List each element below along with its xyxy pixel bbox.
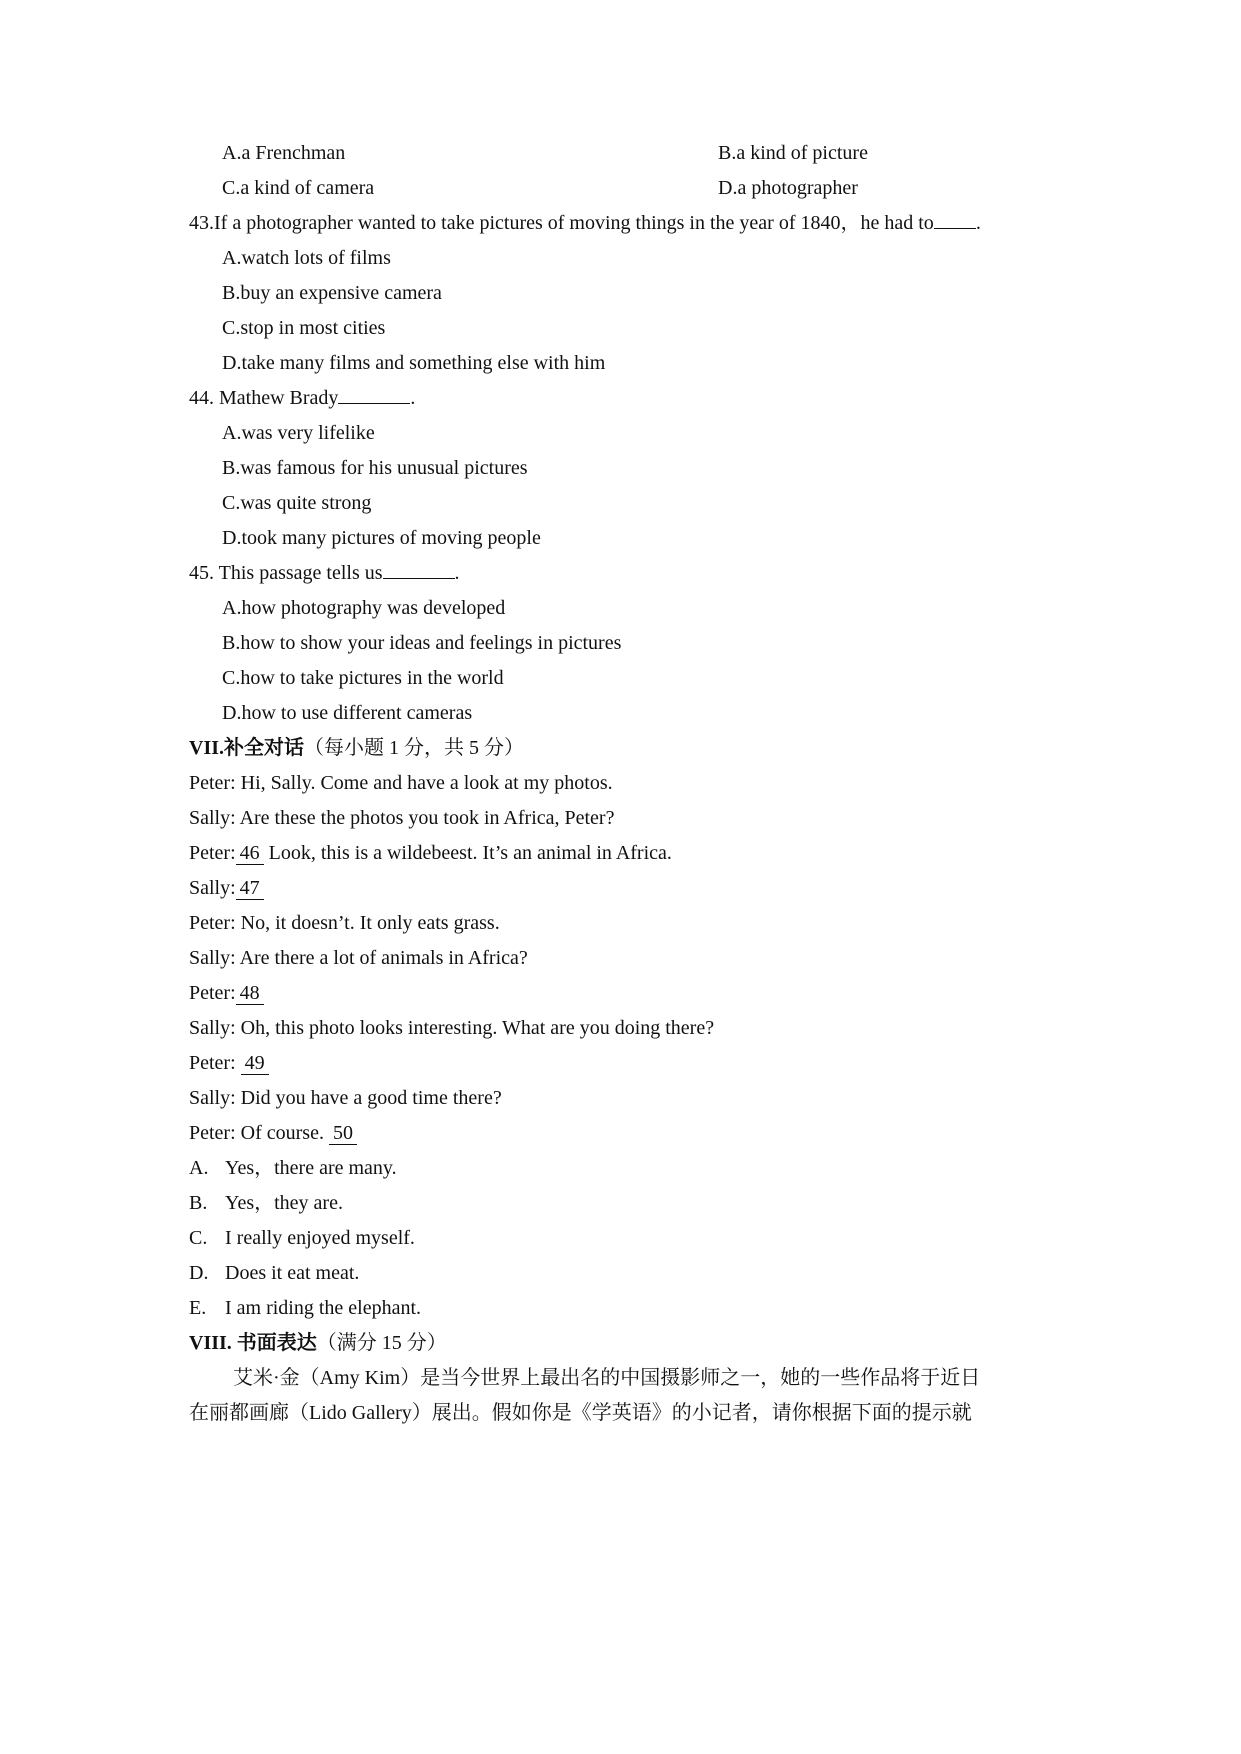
q42-option-c: C.a kind of camera xyxy=(222,177,375,199)
q43-stem-end: . xyxy=(975,212,981,234)
choice-text: I am riding the elephant. xyxy=(225,1297,422,1319)
choice-letter: B. xyxy=(189,1192,208,1214)
dialogue-speaker: Peter: xyxy=(189,842,236,864)
blank-50: 50 xyxy=(329,1122,357,1145)
choice-letter: D. xyxy=(189,1262,209,1284)
choice-letter: E. xyxy=(189,1297,207,1319)
q44-option-b: B.was famous for his unusual pictures xyxy=(222,457,528,479)
section-7-note: （每小题 1 分，共 5 分） xyxy=(304,737,525,759)
choice-d xyxy=(189,1260,359,1286)
choice-text: Yes，they are. xyxy=(225,1192,343,1214)
q43-option-d: D.take many films and something else with him xyxy=(222,352,606,374)
q45-option-a: A.how photography was developed xyxy=(222,597,506,619)
dialogue-line-11 xyxy=(189,1120,357,1146)
dialogue-line-2: Sally: Are these the photos you took in Africa, Peter? xyxy=(189,807,615,829)
q42-option-a: A.a Frenchman xyxy=(222,142,346,164)
dialogue-line-8: Sally: Oh, this photo looks interesting. What are you doing there? xyxy=(189,1017,715,1039)
choice-letter: C. xyxy=(189,1227,208,1249)
q42-option-b: B.a kind of picture xyxy=(718,142,868,164)
choice-letter: A. xyxy=(189,1157,209,1179)
section-8-paragraph-line-2: 在丽都画廊（Lido Gallery）展出。假如你是《学英语》的小记者，请你根据下面的提示就 xyxy=(189,1402,972,1424)
choice-b xyxy=(189,1190,343,1216)
blank-46: 46 xyxy=(236,842,264,865)
choice-e xyxy=(189,1295,421,1321)
blank-47: 47 xyxy=(236,877,264,900)
q43-option-a: A.watch lots of films xyxy=(222,247,391,269)
q43-option-c: C.stop in most cities xyxy=(222,317,386,339)
q43-stem-text: 43.If a photographer wanted to take pictures of moving things in the year of 1840，he had to xyxy=(189,212,934,234)
dialogue-speaker: Sally: xyxy=(189,877,236,899)
section-8-paragraph-line-1: 艾米·金（Amy Kim）是当今世界上最出名的中国摄影师之一，她的一些作品将于近日 xyxy=(233,1367,981,1389)
choice-text: Does it eat meat. xyxy=(225,1262,360,1284)
q44-stem-text: 44. Mathew Brady xyxy=(189,387,339,409)
dialogue-line-7 xyxy=(189,980,264,1006)
section-7-heading xyxy=(189,735,524,761)
q43-option-b: B.buy an expensive camera xyxy=(222,282,442,304)
dialogue-speaker: Peter: Of course. xyxy=(189,1122,329,1144)
dialogue-line-9 xyxy=(189,1050,269,1076)
q43-answer-blank xyxy=(934,210,976,229)
q45-option-b: B.how to show your ideas and feelings in pictures xyxy=(222,632,622,654)
section-7-title: VII.补全对话 xyxy=(189,737,305,759)
q45-answer-blank xyxy=(383,560,455,579)
section-8-note: （满分 15 分） xyxy=(316,1332,447,1354)
q45-option-c: C.how to take pictures in the world xyxy=(222,667,504,689)
choice-text: Yes，there are many. xyxy=(225,1157,397,1179)
dialogue-line-3 xyxy=(189,840,672,866)
q45-stem-text: 45. This passage tells us xyxy=(189,562,383,584)
blank-49: 49 xyxy=(241,1052,269,1075)
q44-option-d: D.took many pictures of moving people xyxy=(222,527,541,549)
q44-stem xyxy=(189,385,415,411)
dialogue-text: Look, this is a wildebeest. It’s an animal in Africa. xyxy=(263,842,672,864)
q44-option-a: A.was very lifelike xyxy=(222,422,375,444)
choice-c xyxy=(189,1225,415,1251)
dialogue-line-4 xyxy=(189,875,264,901)
q45-stem xyxy=(189,560,460,586)
q44-stem-end: . xyxy=(410,387,416,409)
choice-a xyxy=(189,1155,397,1181)
q45-option-d: D.how to use different cameras xyxy=(222,702,473,724)
q42-option-d: D.a photographer xyxy=(718,177,858,199)
dialogue-line-5: Peter: No, it doesn’t. It only eats grass. xyxy=(189,912,500,934)
q43-stem xyxy=(189,210,981,236)
section-8-heading xyxy=(189,1330,447,1356)
q44-option-c: C.was quite strong xyxy=(222,492,372,514)
q44-answer-blank xyxy=(338,385,410,404)
choice-text: I really enjoyed myself. xyxy=(225,1227,415,1249)
q45-stem-end: . xyxy=(454,562,460,584)
dialogue-speaker: Peter: xyxy=(189,1052,241,1074)
dialogue-speaker: Peter: xyxy=(189,982,236,1004)
dialogue-line-6: Sally: Are there a lot of animals in Africa? xyxy=(189,947,528,969)
section-8-title: VIII. 书面表达 xyxy=(189,1332,317,1354)
dialogue-line-1: Peter: Hi, Sally. Come and have a look at my photos. xyxy=(189,772,613,794)
blank-48: 48 xyxy=(236,982,264,1005)
dialogue-line-10: Sally: Did you have a good time there? xyxy=(189,1087,502,1109)
